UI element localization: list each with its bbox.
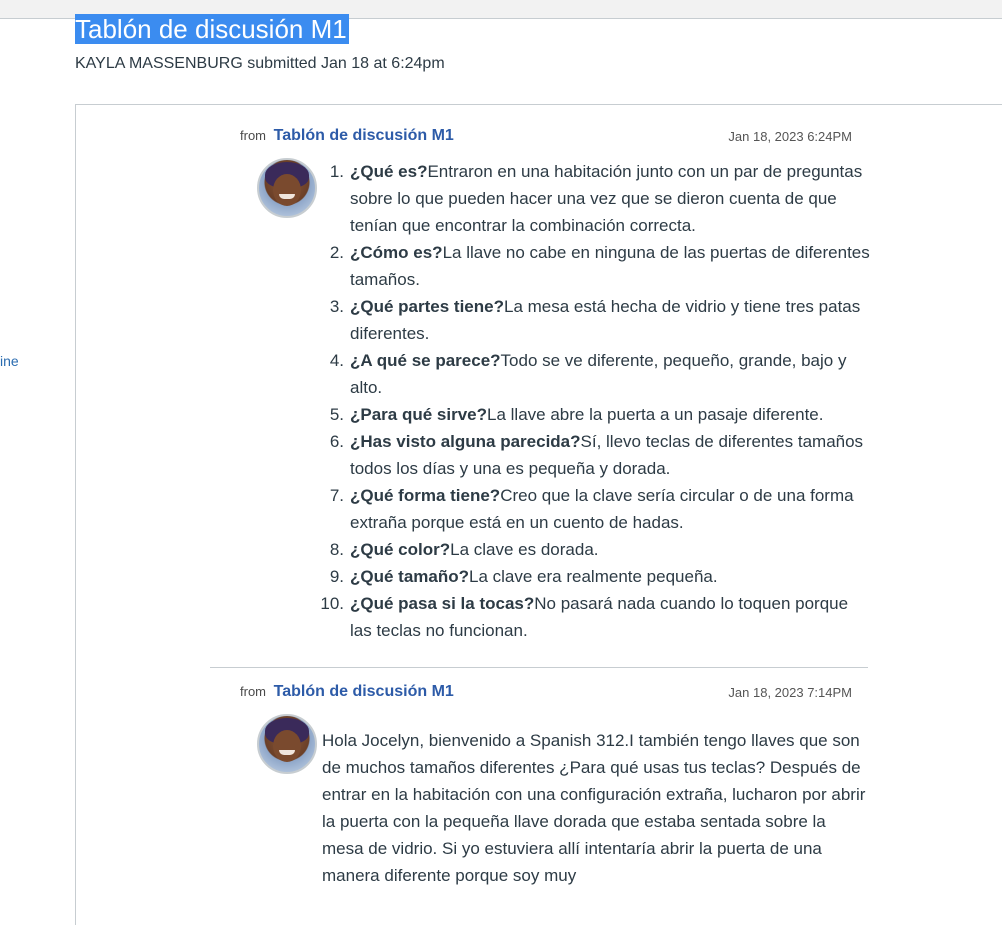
- answer-text: Creo que la clave sería circular o de una forma extraña porque está en un cuento de hadas.: [350, 486, 854, 532]
- question-label: ¿Qué es?: [350, 162, 428, 181]
- entry-date: Jan 18, 2023 6:24PM: [728, 129, 852, 144]
- answer-text: Todo se ve diferente, pequeño, grande, bajo y alto.: [350, 351, 847, 397]
- answer-text: Entraron en una habitación junto con un par de preguntas sobre lo que pueden hacer una vez que se dieron cuenta de que tenían que encontrar la combinación correcta.: [350, 162, 863, 235]
- question-label: ¿Has visto alguna parecida?: [350, 432, 581, 451]
- list-item: [329, 563, 870, 590]
- list-item: [329, 401, 870, 428]
- list-number: 10.: [320, 594, 344, 613]
- reply-text: Hola Jocelyn, bienvenido a Spanish 312.I también tengo llaves que son de muchos tamaños diferentes ¿Para qué usas tus teclas? Después de entrar en la habitación con una configuración extraña, lucharon por abrir la puerta con la pequeña llave dorada que estaba sentada sobre la mesa de vidrio. Si yo estuviera allí intentaría abrir la puerta de una manera diferente porque soy muy: [322, 731, 866, 885]
- entry-date: Jan 18, 2023 7:14PM: [728, 685, 852, 700]
- list-item: [320, 590, 870, 644]
- list-item: [329, 536, 870, 563]
- question-label: ¿Qué partes tiene?: [350, 297, 504, 316]
- list-number: 1.: [329, 162, 344, 181]
- list-number: 6.: [329, 432, 344, 451]
- answer-text: La llave abre la puerta a un pasaje diferente.: [487, 405, 824, 424]
- question-label: ¿A qué se parece?: [350, 351, 501, 370]
- list-item: [329, 428, 870, 482]
- list-item: [329, 158, 870, 239]
- sidebar-link-fragment[interactable]: ine: [0, 353, 19, 369]
- answers-list: [320, 158, 870, 644]
- list-number: 3.: [329, 297, 344, 316]
- from-label: from: [240, 684, 266, 699]
- answer-text: La clave es dorada.: [450, 540, 599, 559]
- discussion-source-link[interactable]: Tablón de discusión M1: [273, 127, 454, 144]
- list-number: 2.: [329, 243, 344, 262]
- entry-header: [240, 127, 852, 145]
- entry-header: [240, 683, 852, 701]
- list-number: 4.: [329, 351, 344, 370]
- question-label: ¿Qué tamaño?: [350, 567, 470, 586]
- answer-text: La clave era realmente pequeña.: [469, 567, 718, 586]
- list-number: 8.: [329, 540, 344, 559]
- question-label: ¿Para qué sirve?: [350, 405, 488, 424]
- list-number: 9.: [329, 567, 344, 586]
- answer-text: La mesa está hecha de vidrio y tiene tres patas diferentes.: [350, 297, 861, 343]
- question-label: ¿Qué color?: [350, 540, 451, 559]
- submission-info: KAYLA MASSENBURG submitted Jan 18 at 6:24pm: [75, 55, 445, 72]
- question-label: ¿Qué pasa si la tocas?: [350, 594, 535, 613]
- discussion-source-link[interactable]: Tablón de discusión M1: [273, 683, 454, 700]
- from-label: from: [240, 128, 266, 143]
- list-number: 5.: [329, 405, 344, 424]
- list-number: 7.: [329, 486, 344, 505]
- answer-text: Sí, llevo teclas de diferentes tamaños todos los días y una es pequeña y dorada.: [350, 432, 864, 478]
- question-label: ¿Cómo es?: [350, 243, 443, 262]
- list-item: [329, 293, 870, 347]
- avatar[interactable]: [257, 158, 317, 218]
- page-title: Tablón de discusión M1: [75, 14, 347, 44]
- entry-divider: [210, 667, 868, 668]
- list-item: [329, 239, 870, 293]
- question-label: ¿Qué forma tiene?: [350, 486, 501, 505]
- answer-text: La llave no cabe en ninguna de las puertas de diferentes tamaños.: [350, 243, 870, 289]
- answer-text: No pasará nada cuando lo toquen porque las teclas no funcionan.: [350, 594, 849, 640]
- list-item: [329, 347, 870, 401]
- list-item: [329, 482, 870, 536]
- avatar[interactable]: [257, 714, 317, 774]
